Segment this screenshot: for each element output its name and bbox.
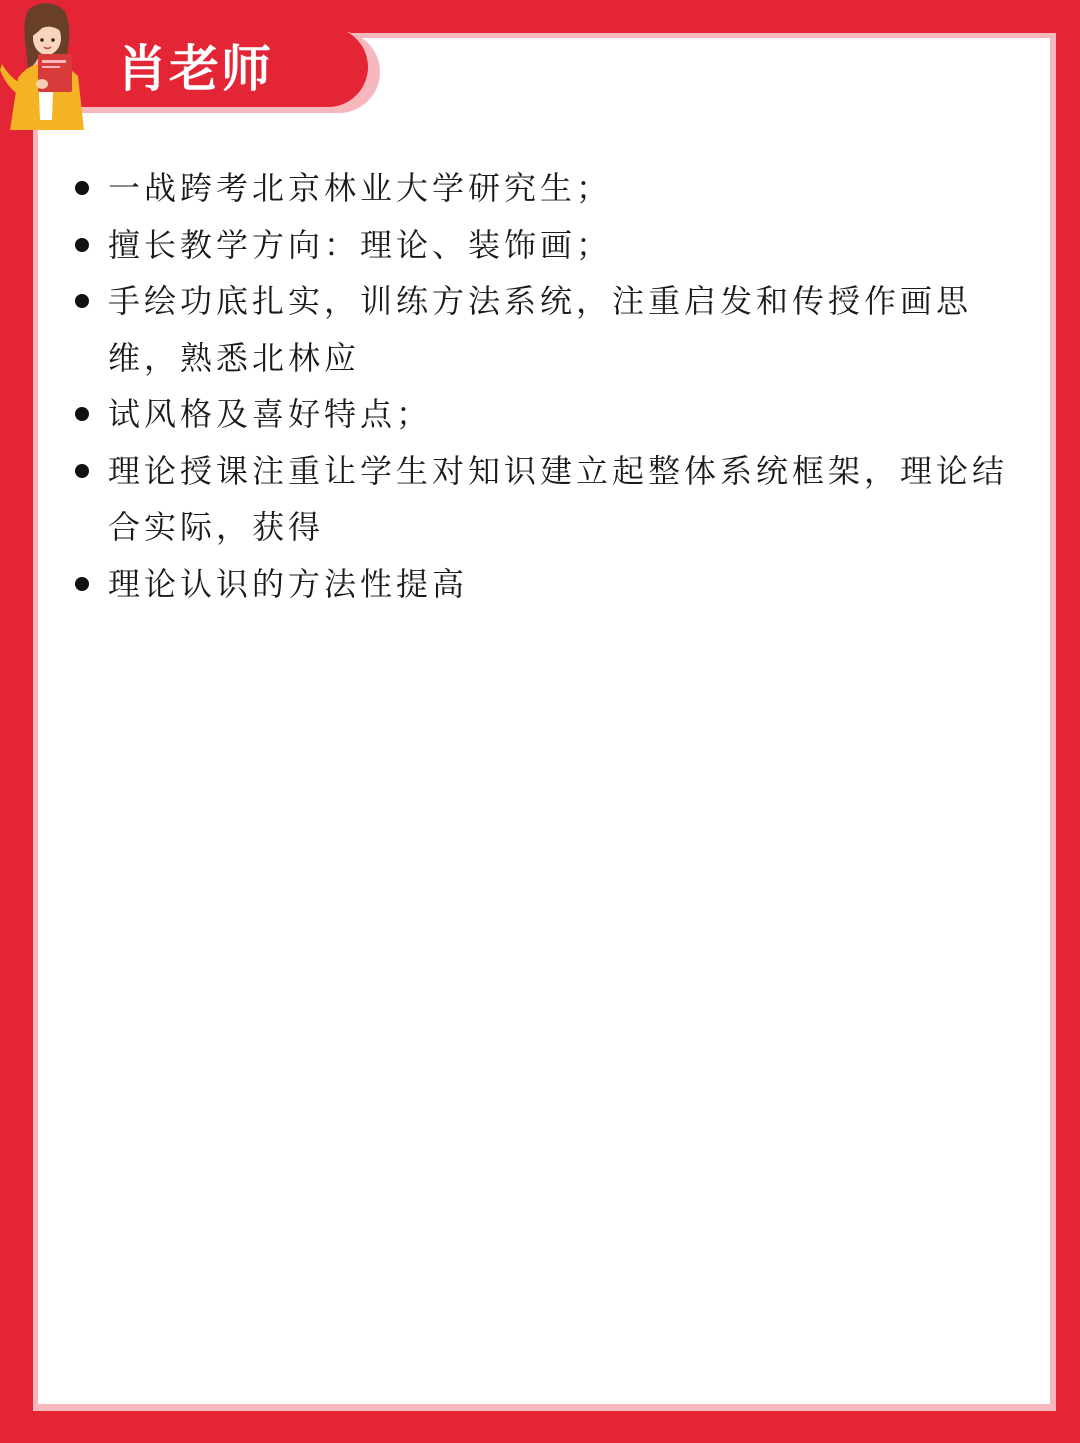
list-item-text: 理论认识的方法性提高 (108, 564, 469, 603)
bullet-list (70, 160, 1020, 612)
bullet-icon (75, 464, 89, 478)
list-item-text: 手绘功底扎实，训练方法系统，注重启发和传授作画思维，熟悉北林应 (108, 282, 973, 377)
bullet-icon (75, 577, 89, 591)
bullet-icon (75, 238, 89, 252)
list-item (70, 160, 1020, 217)
list-item (70, 443, 1020, 556)
list-item (70, 217, 1020, 274)
list-item-text: 一战跨考北京林业大学研究生； (108, 169, 613, 207)
bullet-icon (75, 181, 89, 195)
list-item-text: 理论授课注重让学生对知识建立起整体系统框架，理论结合实际，获得 (108, 451, 1009, 546)
bullet-icon (75, 294, 89, 308)
list-item (70, 273, 1020, 386)
list-item (70, 556, 1020, 613)
list-item-text: 试风格及喜好特点； (108, 395, 433, 433)
teacher-holding-book-icon (0, 0, 92, 134)
list-item-text: 擅长教学方向：理论、装饰画； (108, 225, 613, 264)
bullet-icon (75, 407, 89, 421)
page-title: 肖老师 (117, 40, 273, 98)
list-item (70, 386, 1020, 443)
